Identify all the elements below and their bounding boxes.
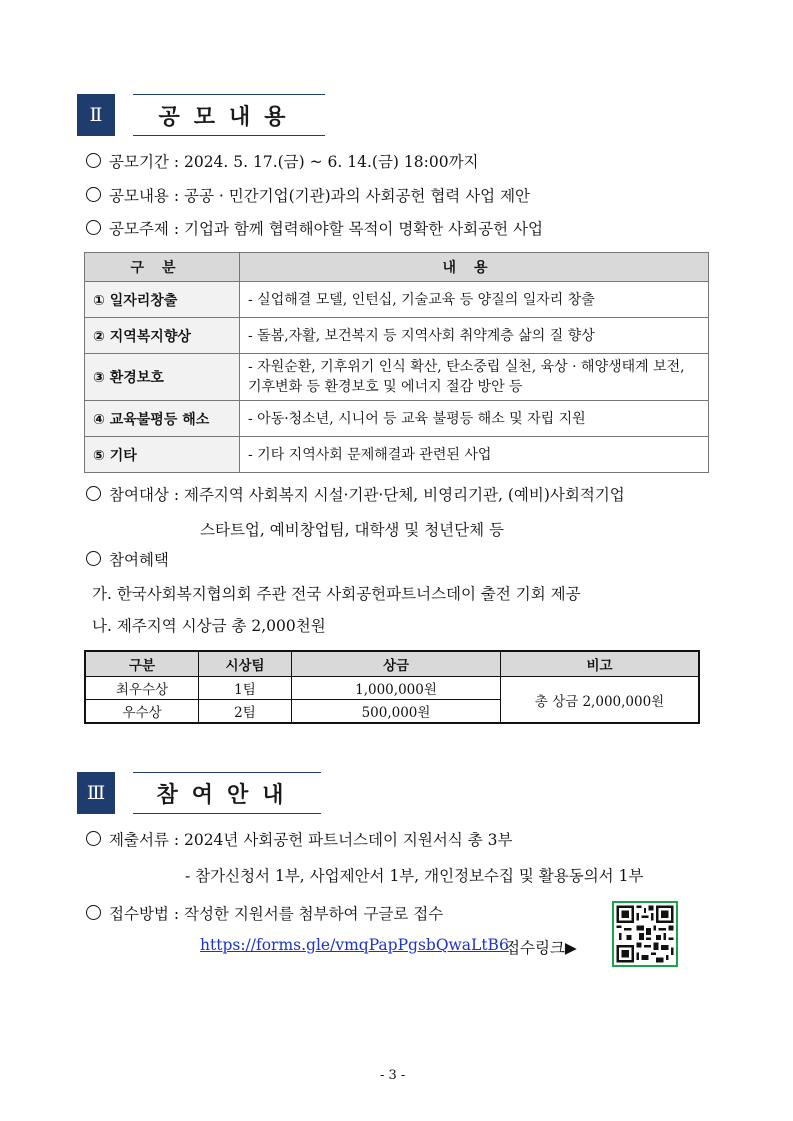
documents-detail: - 참가신청서 1부, 사업제안서 1부, 개인정보수집 및 활용동의서 1부	[185, 867, 644, 885]
bullet-circle-icon	[86, 187, 101, 202]
bullet-circle-icon	[86, 831, 101, 846]
benefit-b: 나. 제주지역 시상금 총 2,000천원	[92, 617, 326, 635]
qr-code-icon[interactable]	[612, 901, 678, 967]
row-category: ③ 환경보호	[85, 354, 240, 401]
benefit-a: 가. 한국사회복지협의회 주관 전국 사회공헌파트너스데이 출전 기회 제공	[92, 585, 581, 603]
theme-item: 공모주제 : 기업과 함께 협력해야할 목적이 명확한 사회공헌 사업	[86, 217, 543, 239]
table-row	[85, 437, 709, 473]
participants-continuation: 스타트업, 예비창업팀, 대학생 및 청년단체 등	[200, 521, 505, 539]
prize-grade: 우수상	[85, 700, 199, 724]
header-content: 내용	[240, 253, 709, 282]
prize-header: 상금	[292, 651, 501, 677]
row-desc: - 실업해결 모델, 인턴십, 기술교육 등 양질의 일자리 창출	[240, 282, 709, 318]
prize-header: 비고	[501, 651, 700, 677]
prize-amount: 1,000,000원	[292, 677, 501, 700]
row-desc: - 기타 지역사회 문제해결과 관련된 사업	[240, 437, 709, 473]
application-link[interactable]: https://forms.gle/vmqPapPgsbQwaLtB6	[200, 936, 509, 954]
row-category: ⑤ 기타	[85, 437, 240, 473]
prize-amount: 500,000원	[292, 700, 501, 724]
prize-grade: 최우수상	[85, 677, 199, 700]
period-item: 공모기간 : 2024. 5. 17.(금) ~ 6. 14.(금) 18:00까지	[86, 150, 479, 172]
prize-teams: 1팀	[199, 677, 292, 700]
table-header-row	[85, 253, 709, 282]
table-row	[85, 318, 709, 354]
prize-header-row	[85, 651, 699, 677]
prize-row	[85, 677, 699, 700]
documents-item: 제출서류 : 2024년 사회공헌 파트너스데이 지원서식 총 3부	[86, 828, 512, 850]
table-row	[85, 354, 709, 401]
link-label: 접수링크▶	[505, 939, 577, 957]
prize-teams: 2팀	[199, 700, 292, 724]
row-category: ① 일자리창출	[85, 282, 240, 318]
bullet-circle-icon	[86, 905, 101, 920]
category-table	[84, 252, 709, 473]
bullet-circle-icon	[86, 220, 101, 235]
section-2-badge: Ⅱ	[77, 94, 115, 136]
participants-item: 참여대상 : 제주지역 사회복지 시설·기관·단체, 비영리기관, (예비)사회적기업	[86, 483, 625, 505]
bullet-circle-icon	[86, 486, 101, 501]
table-row	[85, 401, 709, 437]
prize-note: 총 상금 2,000,000원	[501, 677, 700, 724]
row-desc: - 돌봄,자활, 보건복지 등 지역사회 취약계층 삶의 질 향상	[240, 318, 709, 354]
bullet-circle-icon	[86, 551, 101, 566]
row-category: ② 지역복지향상	[85, 318, 240, 354]
benefits-title: 참여혜택	[86, 548, 169, 570]
section-2-title: 공모내용	[133, 94, 325, 136]
content-item: 공모내용 : 공공 · 민간기업(기관)과의 사회공헌 협력 사업 제안	[86, 184, 530, 206]
bullet-circle-icon	[86, 153, 101, 168]
table-row	[85, 282, 709, 318]
section-3-badge: Ⅲ	[77, 772, 115, 814]
row-category: ④ 교육불평등 해소	[85, 401, 240, 437]
section-3-title: 참여안내	[133, 772, 321, 814]
prize-header: 구분	[85, 651, 199, 677]
header-category: 구분	[85, 253, 240, 282]
prize-header: 시상팀	[199, 651, 292, 677]
page-number: - 3 -	[380, 1068, 406, 1083]
prize-table	[84, 650, 700, 724]
method-item: 접수방법 : 작성한 지원서를 첨부하여 구글로 접수	[86, 902, 443, 924]
row-desc: - 자원순환, 기후위기 인식 확산, 탄소중립 실천, 육상 · 해양생태계 보전, 기후변화 등 환경보호 및 에너지 절감 방안 등	[240, 354, 709, 401]
row-desc: - 아동·청소년, 시니어 등 교육 불평등 해소 및 자립 지원	[240, 401, 709, 437]
